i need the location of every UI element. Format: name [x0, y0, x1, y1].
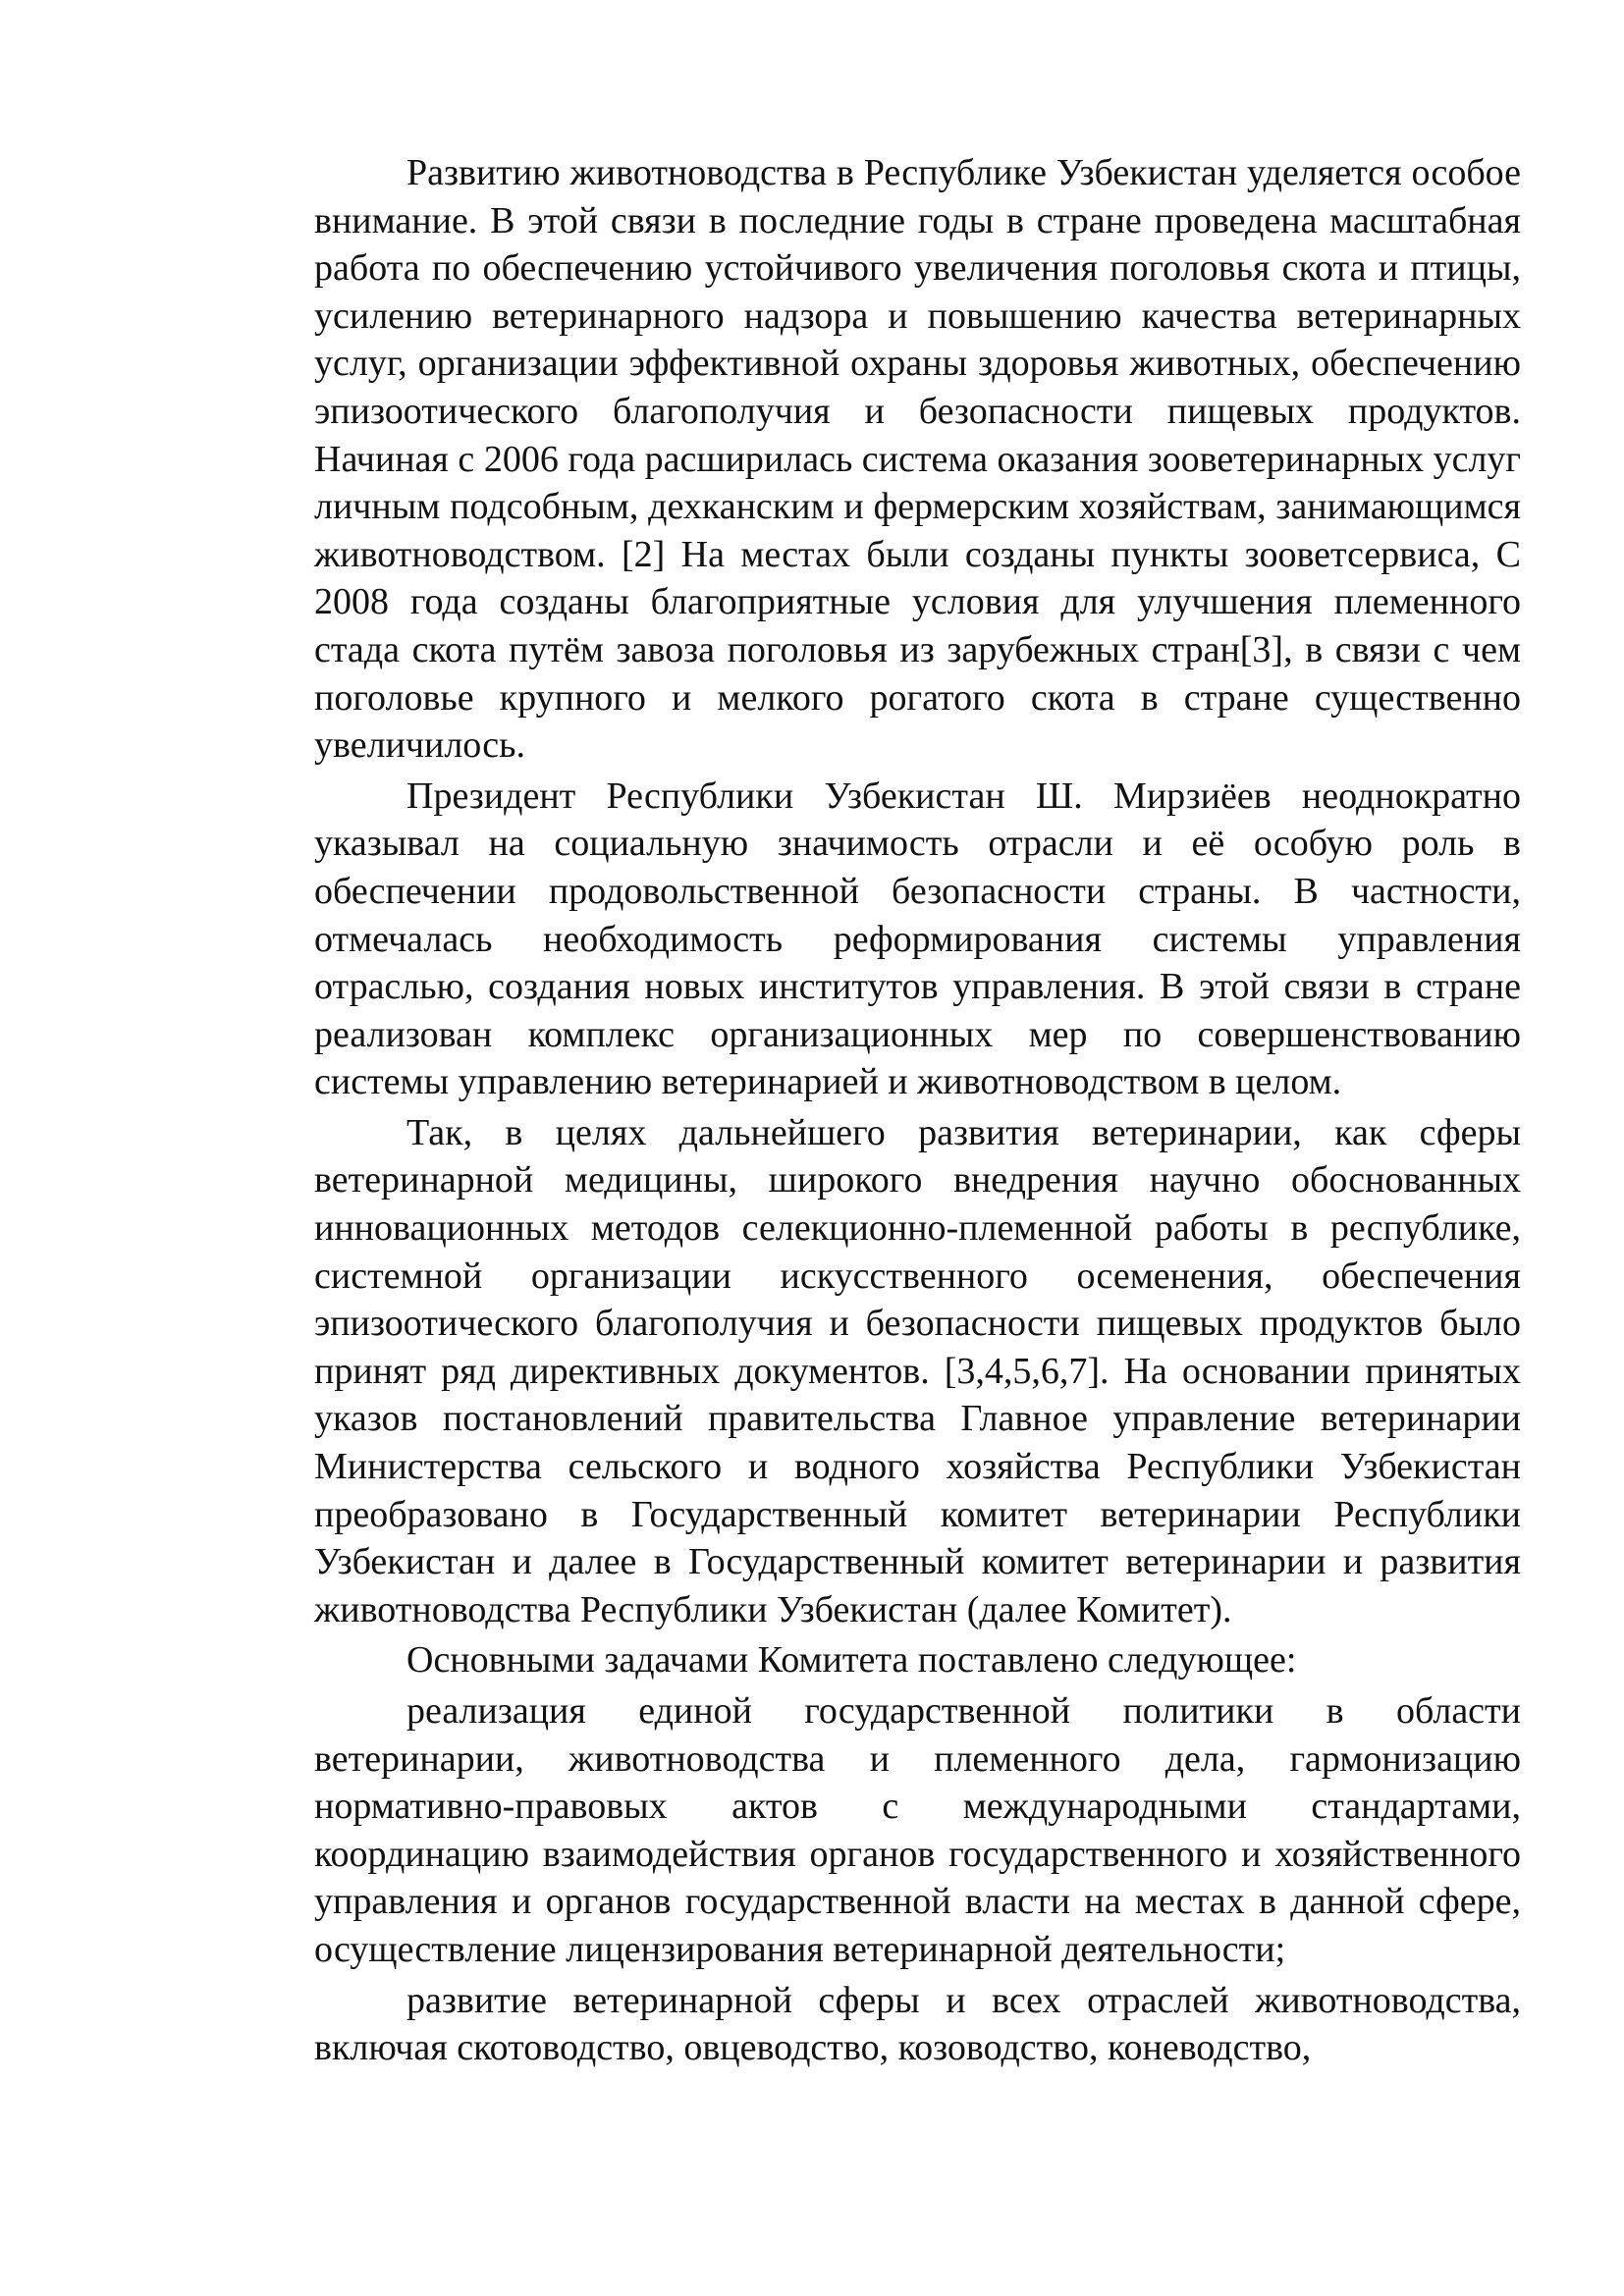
paragraph-livestock-development: Развитию животноводства в Республике Узбекистан уделяется особое внимание. В этой связи в последние годы в стране проведена масштабная работа по обеспечению устойчивого увеличения поголовья скота и птицы, усилению ветеринарного надзора и повышению качества ветеринарных услуг, организации эффективной охраны здоровья животных, обеспечению эпизоотического благополучия и безопасности пищевых продуктов. Начиная с 2006 года расширилась система оказания зооветеринарных услуг личным подсобным, дехканским и фермерским хозяйствам, занимающимся животноводством. [2] На местах были созданы пункты зооветсервиса, С 2008 года созданы благоприятные условия для улучшения племенного стада скота путём завоза поголовья из зарубежных стран[3], в связи с чем поголовье крупного и мелкого рогатого скота в стране существенно увеличилось. [314, 152, 1521, 767]
paragraph-task-veterinary-development: развитие ветеринарной сферы и всех отраслей животноводства, включая скотоводство, овцеводство, козоводство, коневодство, [314, 1979, 1521, 2069]
paragraph-task-state-policy: реализация единой государственной политики в области ветеринарии, животноводства и племенного дела, гармонизацию нормативно-правовых актов с международными стандартами, координацию взаимодействия органов государственного и хозяйственного управления и органов государственной власти на местах в данной сфере, осуществление лицензирования ветеринарной деятельности; [314, 1690, 1521, 1970]
paragraph-committee-tasks-intro: Основными задачами Комитета поставлено следующее: [406, 1639, 1297, 1682]
document-page [314, 149, 1521, 2075]
paragraph-directive-documents: Так, в целях дальнейшего развития ветеринарии, как сферы ветеринарной медицины, широкого внедрения научно обоснованных инновационных методов селекционно-племенной работы в республике, системной организации искусственного осеменения, обеспечения эпизоотического благополучия и безопасности пищевых продуктов было принят ряд директивных документов. [3,4,5,6,7]. На основании принятых указов постановлений правительства Главное управление ветеринарии Министерства сельского и водного хозяйства Республики Узбекистан преобразовано в Государственный комитет ветеринарии Республики Узбекистан и далее в Государственный комитет ветеринарии и развития животноводства Республики Узбекистан (далее Комитет). [314, 1111, 1521, 1630]
paragraph-president-statement: Президент Республики Узбекистан Ш. Мирзиёев неоднократно указывал на социальную значимость отрасли и её особую роль в обеспечении продовольственной безопасности страны. В частности, отмечалась необходимость реформирования системы управления отраслью, создания новых институтов управления. В этой связи в стране реализован комплекс организационных мер по совершенствованию системы управлению ветеринарией и животноводством в целом. [314, 774, 1521, 1103]
